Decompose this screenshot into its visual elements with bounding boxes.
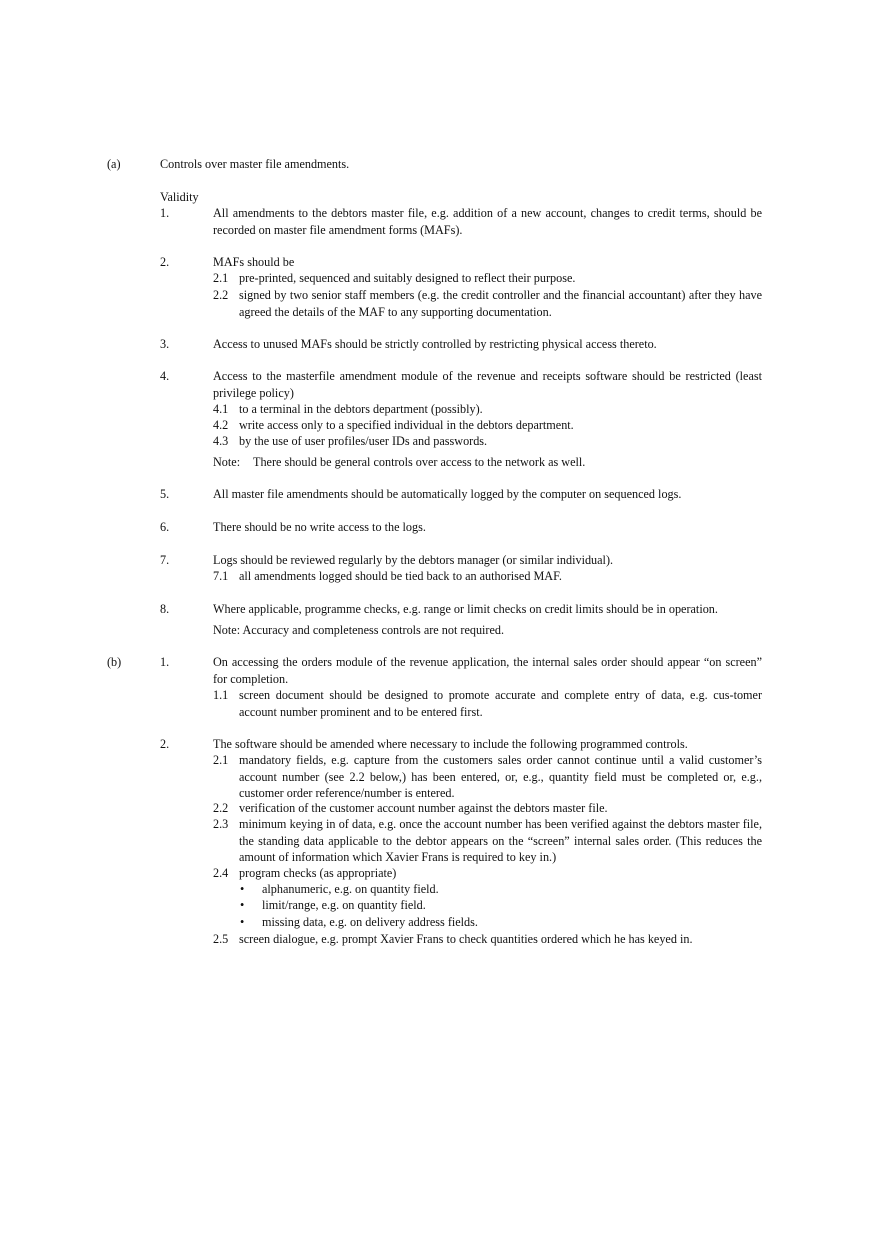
item-text: The software should be amended where necessary to include the following programmed controls. — [213, 737, 688, 751]
bullet-text: missing data, e.g. on delivery address fields. — [262, 915, 478, 929]
subitem-text: minimum keying in of data, e.g. once the account number has been verified against the debtors master file, the standing data applicable to the debtor appears on the “screen” internal sales order. (This reduces the amount of information which Xavier Frans is required to key in.) — [239, 817, 762, 864]
subitem-number: 4.2 — [213, 418, 229, 432]
item-text: Access to the masterfile amendment module of the revenue and receipts software should be restricted (least privilege policy) — [213, 369, 762, 400]
subitem-text: all amendments logged should be tied back to an authorised MAF. — [239, 569, 562, 583]
subitem-number: 1.1 — [213, 688, 229, 702]
item-text: Access to unused MAFs should be strictly controlled by restricting physical access thereto. — [213, 337, 657, 351]
subitem-number: 2.4 — [213, 866, 229, 880]
item-number: 7. — [160, 553, 170, 567]
subitem-number: 7.1 — [213, 569, 229, 583]
bullet-marker: • — [240, 898, 245, 912]
subitem-text: screen document should be designed to promote accurate and complete entry of data, e.g. cus-tomer account number prominent and to be entered first. — [239, 688, 762, 719]
item-number: 6. — [160, 520, 170, 534]
subitem-text: program checks (as appropriate) — [239, 866, 397, 880]
bullet-marker: • — [240, 915, 245, 929]
item-number: 2. — [160, 737, 170, 751]
subitem-text: to a terminal in the debtors department (possibly). — [239, 402, 483, 416]
bullet-text: limit/range, e.g. on quantity field. — [262, 898, 426, 912]
subitem-text: screen dialogue, e.g. prompt Xavier Frans to check quantities ordered which he has keyed in. — [239, 932, 693, 946]
subitem-number: 4.1 — [213, 402, 229, 416]
item-text: There should be no write access to the logs. — [213, 520, 426, 534]
section-a-title: Controls over master file amendments. — [160, 157, 350, 171]
subitem-number: 4.3 — [213, 434, 229, 448]
item-text: Where applicable, programme checks, e.g. range or limit checks on credit limits should be in operation. — [213, 602, 718, 616]
item-number: 4. — [160, 369, 170, 383]
item-text: On accessing the orders module of the revenue application, the internal sales order should appear “on screen” for completion. — [213, 655, 762, 686]
item-text: MAFs should be — [213, 255, 295, 269]
item-number: 5. — [160, 487, 170, 501]
subitem-text: signed by two senior staff members (e.g. the credit controller and the financial accountant) after they have agreed the details of the MAF to any supporting documentation. — [239, 288, 762, 319]
section-a-label: (a) — [107, 157, 121, 171]
subitem-number: 2.1 — [213, 271, 229, 285]
subitem-text: write access only to a specified individual in the debtors department. — [239, 418, 574, 432]
subitem-text: verification of the customer account number against the debtors master file. — [239, 801, 608, 815]
bullet-marker: • — [240, 882, 245, 896]
subitem-text: by the use of user profiles/user IDs and passwords. — [239, 434, 488, 448]
item-text: Logs should be reviewed regularly by the debtors manager (or similar individual). — [213, 553, 614, 567]
note-text: There should be general controls over access to the network as well. — [253, 455, 586, 469]
subitem-number: 2.1 — [213, 753, 229, 767]
section-b-label: (b) — [107, 655, 122, 669]
item-text: All master file amendments should be automatically logged by the computer on sequenced logs. — [213, 487, 682, 501]
subitem-number: 2.5 — [213, 932, 229, 946]
item-number: 1. — [160, 655, 170, 669]
bullet-text: alphanumeric, e.g. on quantity field. — [262, 882, 439, 896]
item-number: 8. — [160, 602, 170, 616]
note-text: Note: Accuracy and completeness controls are not required. — [213, 623, 505, 637]
subitem-number: 2.2 — [213, 288, 229, 302]
note-label: Note: — [213, 455, 241, 469]
item-number: 3. — [160, 337, 170, 351]
section-a-subheading: Validity — [160, 190, 199, 204]
subitem-number: 2.2 — [213, 801, 229, 815]
item-text: All amendments to the debtors master file, e.g. addition of a new account, changes to credit terms, should be recorded on master file amendment forms (MAFs). — [213, 206, 762, 237]
subitem-text: mandatory fields, e.g. capture from the customers sales order cannot continue until a valid customer’s account number (see 2.2 below,) has been entered, or, e.g., quantity field must be completed or, e.g., customer order reference/number is entered. — [239, 753, 762, 800]
item-number: 2. — [160, 255, 170, 269]
subitem-text: pre-printed, sequenced and suitably designed to reflect their purpose. — [239, 271, 576, 285]
subitem-number: 2.3 — [213, 817, 229, 831]
item-number: 1. — [160, 206, 170, 220]
